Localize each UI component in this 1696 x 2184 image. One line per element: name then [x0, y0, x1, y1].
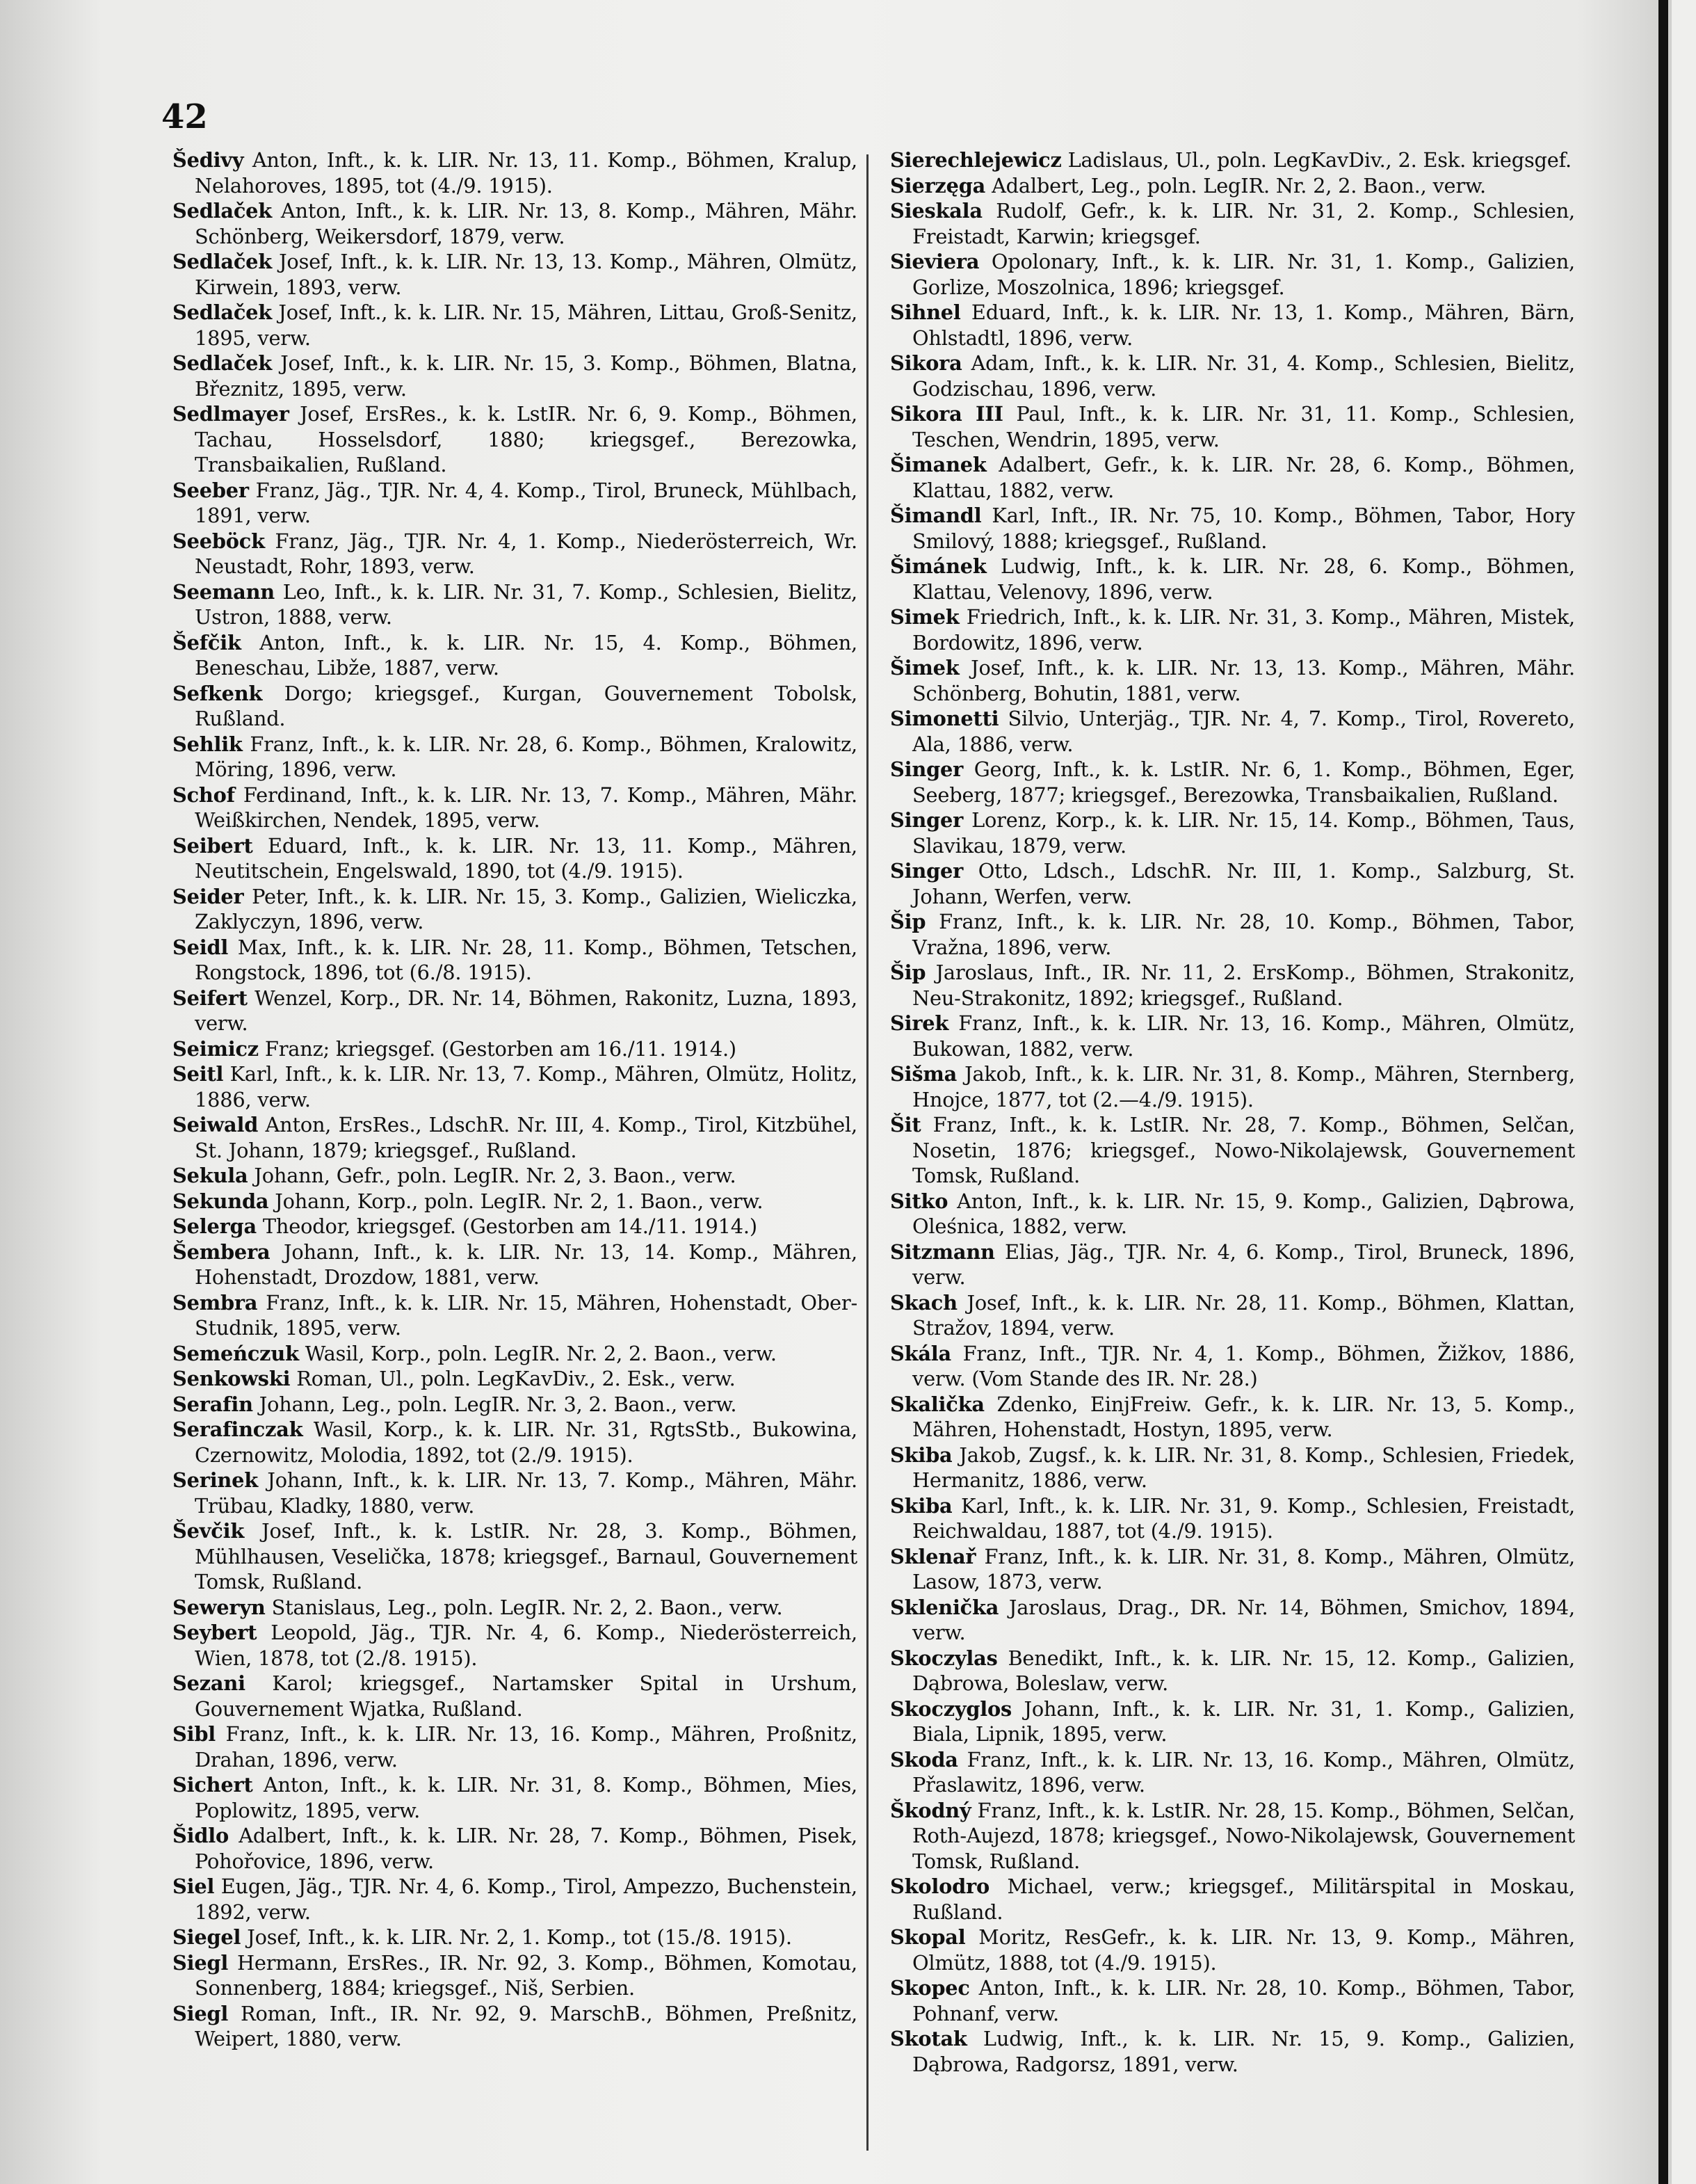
register-entry: [890, 808, 1575, 858]
register-entry: [172, 1468, 857, 1518]
register-entry: [172, 300, 857, 351]
register-entry: [890, 401, 1575, 452]
register-entry: [172, 579, 857, 630]
register-entry: [172, 351, 857, 401]
entry-surname: Seifert: [172, 986, 248, 1010]
register-entry: [890, 1341, 1575, 1392]
register-entry: [172, 1620, 857, 1671]
entry-details: Franz, Jäg., TJR. Nr. 4, 1. Komp., Niederösterreich, Wr. Neustadt, Rohr, 1893, verw.: [195, 529, 857, 578]
entry-details: Johann, Leg., poln. LegIR. Nr. 3, 2. Baon., verw.: [252, 1392, 737, 1416]
entry-details: Rudolf, Gefr., k. k. LIR. Nr. 31, 2. Komp., Schlesien, Freistadt, Karwin; kriegsgef.: [912, 199, 1575, 248]
entry-surname: Sklenička: [890, 1595, 999, 1619]
entry-surname: Sekunda: [172, 1189, 269, 1213]
entry-details: Eduard, Inft., k. k. LIR. Nr. 13, 11. Komp., Mähren, Neutitschein, Engelswald, 1890, tot (4./9. 1915).: [195, 833, 857, 883]
entry-surname: Seidl: [172, 935, 229, 959]
entry-details: Josef, Inft., k. k. LIR. Nr. 2, 1. Komp., tot (15./8. 1915).: [241, 1925, 792, 1949]
register-entry: [172, 732, 857, 782]
entry-details: Stanislaus, Leg., poln. LegIR. Nr. 2, 2. Baon., verw.: [265, 1595, 783, 1619]
entry-details: Wenzel, Korp., DR. Nr. 14, Böhmen, Rakonitz, Luzna, 1893, verw.: [195, 986, 857, 1035]
entry-surname: Šit: [890, 1113, 921, 1137]
entry-surname: Sekula: [172, 1164, 248, 1187]
register-entry: [172, 681, 857, 732]
register-entry: [890, 1696, 1575, 1747]
entry-details: Karl, Inft., k. k. LIR. Nr. 31, 9. Komp., Schlesien, Freistadt, Reichwaldau, 1887, tot (4./9. 1915).: [912, 1493, 1575, 1543]
register-entry: [172, 1239, 857, 1290]
entry-details: Theodor, kriegsgef. (Gestorben am 14./11. 1914.): [256, 1214, 757, 1238]
entry-surname: Šimek: [890, 656, 960, 680]
entry-details: Franz, Inft., k. k. LstIR. Nr. 28, 15. Komp., Böhmen, Selčan, Roth-Aujezd, 1878; kriegsgef., Nowo-Nikolajewsk, Gouvernement Tomsk, Rußland.: [912, 1798, 1575, 1873]
entry-surname: Sierechlejewicz: [890, 148, 1062, 172]
register-entry: [890, 503, 1575, 554]
entry-details: Max, Inft., k. k. LIR. Nr. 28, 11. Komp., Böhmen, Tetschen, Rongstock, 1896, tot (6./8. 1915).: [195, 935, 857, 984]
entry-surname: Senkowski: [172, 1367, 291, 1390]
entry-details: Franz, Jäg., TJR. Nr. 4, 4. Komp., Tirol, Bruneck, Mühlbach, 1891, verw.: [195, 478, 857, 527]
entry-surname: Skoda: [890, 1747, 958, 1772]
page-edge: [1672, 0, 1696, 2184]
entry-details: Jaroslaus, Inft., IR. Nr. 11, 2. ErsKomp., Böhmen, Strakonitz, Neu-Strakonitz, 1892; kriegsgef., Rußland.: [912, 961, 1575, 1010]
entry-surname: Sieviera: [890, 250, 980, 273]
page-number: 42: [161, 97, 208, 136]
entry-details: Franz, Inft., k. k. LIR. Nr. 28, 10. Komp., Böhmen, Tabor, Vražna, 1896, verw.: [912, 910, 1575, 959]
entry-surname: Šip: [890, 910, 926, 933]
register-entry: [172, 1061, 857, 1112]
entry-details: Peter, Inft., k. k. LIR. Nr. 15, 3. Komp., Galizien, Wieliczka, Zaklyczyn, 1896, verw.: [195, 884, 857, 933]
entry-surname: Seider: [172, 884, 244, 908]
entry-details: Adalbert, Gefr., k. k. LIR. Nr. 28, 6. Komp., Böhmen, Klattau, 1882, verw.: [912, 453, 1575, 502]
register-entry: [890, 1290, 1575, 1341]
register-entry: [890, 452, 1575, 503]
entry-surname: Ševčik: [172, 1519, 245, 1543]
entry-surname: Serafin: [172, 1392, 253, 1416]
entry-details: Johann, Korp., poln. LegIR. Nr. 2, 1. Baon., verw.: [268, 1189, 764, 1213]
entry-surname: Šedivy: [172, 148, 244, 172]
entry-details: Dorgo; kriegsgef., Kurgan, Gouvernement Tobolsk, Rußland.: [195, 681, 857, 730]
entry-details: Ladislaus, Ul., poln. LegKavDiv., 2. Esk. kriegsgef.: [1061, 148, 1572, 172]
register-entry: [172, 1721, 857, 1772]
entry-surname: Šimandl: [890, 504, 982, 527]
entry-surname: Skalička: [890, 1392, 985, 1416]
register-entry: [172, 198, 857, 249]
entry-details: Franz; kriegsgef. (Gestorben am 16./11. 1914.): [258, 1036, 736, 1061]
entry-details: Wasil, Korp., k. k. LIR. Nr. 31, RgtsStb., Bukowina, Czernowitz, Molodia, 1892, tot (2./9. 1915).: [195, 1418, 857, 1467]
entry-details: Leo, Inft., k. k. LIR. Nr. 31, 7. Komp., Schlesien, Bielitz, Ustron, 1888, verw.: [195, 579, 857, 629]
entry-details: Friedrich, Inft., k. k. LIR. Nr. 31, 3. Komp., Mähren, Mistek, Bordowitz, 1896, verw.: [912, 605, 1575, 655]
register-entry: [890, 1544, 1575, 1595]
register-entry: [890, 604, 1575, 655]
entry-surname: Seimicz: [172, 1036, 259, 1061]
register-entry: [890, 1874, 1575, 1925]
entry-surname: Sembra: [172, 1290, 258, 1315]
entry-details: Eduard, Inft., k. k. LIR. Nr. 13, 1. Komp., Mähren, Bärn, Ohlstadtl, 1896, verw.: [912, 300, 1575, 350]
register-entry: [172, 147, 857, 198]
register-entry: [890, 655, 1575, 706]
book-spine-shadow: [1658, 0, 1668, 2184]
entry-details: Jakob, Zugsf., k. k. LIR. Nr. 31, 8. Komp., Schlesien, Friedek, Hermanitz, 1886, verw.: [912, 1443, 1575, 1492]
entry-surname: Sihnel: [890, 300, 961, 324]
entry-surname: Skiba: [890, 1493, 953, 1518]
register-entry: [890, 554, 1575, 604]
entry-surname: Šembera: [172, 1239, 270, 1264]
entry-details: Elias, Jäg., TJR. Nr. 4, 6. Komp., Tirol, Bruneck, 1896, verw.: [912, 1239, 1575, 1289]
entry-surname: Selerga: [172, 1214, 257, 1238]
entry-surname: Seitl: [172, 1062, 224, 1086]
entry-details: Otto, Ldsch., LdschR. Nr. III, 1. Komp., Salzburg, St. Johann, Werfen, verw.: [912, 859, 1575, 908]
register-entry: [890, 1595, 1575, 1646]
entry-surname: Sklenař: [890, 1544, 976, 1568]
entry-details: Franz, Inft., k. k. LIR. Nr. 13, 16. Komp., Mähren, Proßnitz, Drahan, 1896, verw.: [195, 1722, 857, 1772]
entry-surname: Semeńczuk: [172, 1341, 299, 1365]
entry-surname: Sišma: [890, 1062, 958, 1086]
entry-details: Johann, Inft., k. k. LIR. Nr. 31, 1. Komp., Galizien, Biala, Lipnik, 1895, verw.: [912, 1696, 1575, 1746]
register-entry: [890, 1061, 1575, 1112]
entry-surname: Sibl: [172, 1722, 216, 1746]
entry-surname: Siel: [172, 1874, 215, 1898]
entry-details: Moritz, ResGefr., k. k. LIR. Nr. 13, 9. Komp., Mähren, Olmütz, 1888, tot (4./9. 1915).: [912, 1925, 1575, 1975]
entry-details: Anton, Inft., k. k. LIR. Nr. 15, 4. Komp., Böhmen, Beneschau, Libže, 1887, verw.: [195, 630, 857, 680]
register-entry: [172, 884, 857, 935]
entry-details: Anton, Inft., k. k. LIR. Nr. 15, 9. Komp., Galizien, Dąbrowa, Oleśnica, 1882, verw.: [912, 1189, 1575, 1238]
entry-details: Roman, Inft., IR. Nr. 92, 9. MarschB., Böhmen, Preßnitz, Weipert, 1880, verw.: [195, 2001, 857, 2050]
entry-details: Karol; kriegsgef., Nartamsker Spital in Urshum, Gouvernement Wjatka, Rußland.: [195, 1671, 857, 1721]
register-entry: [890, 1443, 1575, 1493]
entry-surname: Sitko: [890, 1189, 948, 1213]
entry-surname: Sedlmayer: [172, 402, 289, 426]
entry-surname: Sedlaček: [172, 351, 273, 375]
entry-details: Josef, Inft., k. k. LIR. Nr. 28, 11. Komp., Böhmen, Klattan, Stražov, 1894, verw.: [912, 1290, 1575, 1340]
entry-details: Wasil, Korp., poln. LegIR. Nr. 2, 2. Baon., verw.: [298, 1341, 777, 1365]
register-entry: [172, 1874, 857, 1925]
entry-details: Anton, Inft., k. k. LIR. Nr. 31, 8. Komp., Böhmen, Mies, Poplowitz, 1895, verw.: [195, 1773, 857, 1822]
register-entry: [890, 1798, 1575, 1874]
entry-details: Lorenz, Korp., k. k. LIR. Nr. 15, 14. Komp., Böhmen, Taus, Slavikau, 1879, verw.: [912, 808, 1575, 858]
entry-details: Ferdinand, Inft., k. k. LIR. Nr. 13, 7. Komp., Mähren, Mähr. Weißkirchen, Nendek, 1895, verw.: [195, 782, 857, 832]
entry-surname: Siegl: [172, 2001, 229, 2025]
register-entry: [890, 960, 1575, 1011]
entry-surname: Šefčik: [172, 630, 241, 655]
entry-surname: Sitzmann: [890, 1239, 995, 1264]
entry-details: Silvio, Unterjäg., TJR. Nr. 4, 7. Komp., Tirol, Rovereto, Ala, 1886, verw.: [912, 707, 1575, 756]
entry-surname: Seeböck: [172, 529, 265, 553]
entry-details: Roman, Ul., poln. LegKavDiv., 2. Esk., verw.: [290, 1367, 736, 1390]
entry-surname: Siegl: [172, 1950, 229, 1975]
entry-details: Josef, ErsRes., k. k. LstIR. Nr. 6, 9. Komp., Böhmen, Tachau, Hosselsdorf, 1880; kriegsgef., Berezowka, Transbaikalien, Rußland.: [195, 402, 857, 476]
register-entry: [172, 1189, 857, 1214]
register-entry: [172, 1823, 857, 1874]
register-entry: [890, 1975, 1575, 2026]
entry-surname: Sefkenk: [172, 681, 263, 705]
entry-details: Anton, Inft., k. k. LIR. Nr. 13, 11. Komp., Böhmen, Kralup, Nelahoroves, 1895, tot (4./9. 1915).: [195, 148, 857, 198]
register-entry: [890, 1493, 1575, 1544]
entry-surname: Seweryn: [172, 1595, 266, 1619]
entry-surname: Sikora III: [890, 402, 1003, 426]
register-entry: [890, 351, 1575, 401]
register-entry: [172, 529, 857, 579]
register-entry: [172, 935, 857, 986]
register-entry: [890, 909, 1575, 960]
register-entry: [172, 1290, 857, 1341]
register-entry: [890, 198, 1575, 249]
register-entry: [890, 1392, 1575, 1443]
entry-details: Eugen, Jäg., TJR. Nr. 4, 6. Komp., Tirol, Ampezzo, Buchenstein, 1892, verw.: [195, 1874, 857, 1924]
entry-details: Franz, Inft., TJR. Nr. 4, 1. Komp., Böhmen, Žižkov, 1886, verw. (Vom Stande des IR. Nr. 28.): [912, 1341, 1575, 1390]
entry-surname: Sehlik: [172, 732, 243, 756]
entry-surname: Šimanek: [890, 453, 987, 476]
entry-surname: Serafinczak: [172, 1418, 303, 1441]
entry-details: Franz, Inft., k. k. LIR. Nr. 28, 6. Komp., Böhmen, Kralowitz, Möring, 1896, verw.: [195, 732, 857, 781]
entry-details: Hermann, ErsRes., IR. Nr. 92, 3. Komp., Böhmen, Komotau, Sonnenberg, 1884; kriegsgef., Niš, Serbien.: [195, 1950, 857, 2000]
entry-surname: Skoczyglos: [890, 1696, 1012, 1721]
entry-surname: Šidlo: [172, 1824, 229, 1847]
entry-details: Karl, Inft., k. k. LIR. Nr. 13, 7. Komp., Mähren, Olmütz, Holitz, 1886, verw.: [195, 1062, 857, 1111]
entry-details: Josef, Inft., k. k. LIR. Nr. 15, 3. Komp., Böhmen, Blatna, Březnitz, 1895, verw.: [195, 351, 857, 401]
register-entry: [172, 1518, 857, 1595]
entry-surname: Skála: [890, 1341, 952, 1365]
entry-surname: Skotak: [890, 2027, 967, 2050]
entry-surname: Sedlaček: [172, 199, 273, 223]
entry-details: Adam, Inft., k. k. LIR. Nr. 31, 4. Komp., Schlesien, Bielitz, Godzischau, 1896, verw.: [912, 351, 1575, 401]
register-entry: [172, 782, 857, 833]
entry-details: Leopold, Jäg., TJR. Nr. 4, 6. Komp., Niederösterreich, Wien, 1878, tot (2./8. 1915).: [195, 1621, 857, 1670]
entry-surname: Sierzęga: [890, 173, 986, 198]
entry-details: Karl, Inft., IR. Nr. 75, 10. Komp., Böhmen, Tabor, Hory Smilový, 1888; kriegsgef., Rußland.: [912, 504, 1575, 553]
entry-details: Ludwig, Inft., k. k. LIR. Nr. 28, 6. Komp., Böhmen, Klattau, Velenovy, 1896, verw.: [912, 554, 1575, 604]
entry-details: Johann, Inft., k. k. LIR. Nr. 13, 7. Komp., Mähren, Mähr. Trübau, Kladky, 1880, verw.: [195, 1468, 857, 1518]
entry-surname: Seibert: [172, 833, 253, 858]
register-entry: [172, 1950, 857, 2001]
entry-details: Adalbert, Leg., poln. LegIR. Nr. 2, 2. Baon., verw.: [985, 173, 1486, 198]
entry-details: Josef, Inft., k. k. LstIR. Nr. 28, 3. Komp., Böhmen, Mühlhausen, Veselička, 1878; kriegsgef., Barnaul, Gouvernement Tomsk, Rußland.: [195, 1519, 857, 1593]
entry-surname: Sikora: [890, 351, 962, 375]
register-entry: [890, 706, 1575, 757]
entry-surname: Skoczylas: [890, 1646, 998, 1670]
register-entry: [172, 249, 857, 300]
entry-surname: Siegel: [172, 1925, 241, 1949]
entry-details: Josef, Inft., k. k. LIR. Nr. 13, 13. Komp., Mähren, Mähr. Schönberg, Bohutin, 1881, verw.: [912, 656, 1575, 705]
register-entry: [890, 1747, 1575, 1798]
entry-details: Franz, Inft., k. k. LIR. Nr. 31, 8. Komp., Mähren, Olmütz, Lasow, 1873, verw.: [912, 1544, 1575, 1593]
register-entry: [172, 1417, 857, 1468]
entry-details: Anton, ErsRes., LdschR. Nr. III, 4. Komp., Tirol, Kitzbühel, St. Johann, 1879; kriegsgef., Rußland.: [195, 1113, 857, 1162]
register-entry: [890, 1925, 1575, 1975]
register-entry: [890, 300, 1575, 351]
entry-surname: Sieskala: [890, 199, 983, 223]
entry-details: Zdenko, EinjFreiw. Gefr., k. k. LIR. Nr. 13, 5. Komp., Mähren, Hohenstadt, Hostyn, 1895, verw.: [912, 1392, 1575, 1441]
register-entry: [172, 630, 857, 681]
register-entry: [890, 173, 1575, 199]
entry-surname: Sezani: [172, 1671, 245, 1695]
entry-surname: Seeber: [172, 478, 249, 502]
entry-surname: Sichert: [172, 1773, 253, 1797]
register-entry: [890, 1646, 1575, 1696]
register-entry: [172, 401, 857, 478]
entry-surname: Škodný: [890, 1798, 971, 1822]
entry-surname: Schof: [172, 782, 235, 807]
register-entry: [890, 2026, 1575, 2077]
register-entry: [172, 1366, 857, 1392]
entry-details: Benedikt, Inft., k. k. LIR. Nr. 15, 12. Komp., Galizien, Dąbrowa, Boleslaw, verw.: [912, 1646, 1575, 1695]
entry-details: Jaroslaus, Drag., DR. Nr. 14, Böhmen, Smichov, 1894, verw.: [912, 1595, 1575, 1644]
entry-details: Franz, Inft., k. k. LIR. Nr. 13, 16. Komp., Mähren, Olmütz, Bukowan, 1882, verw.: [912, 1011, 1575, 1061]
entry-surname: Seiwald: [172, 1113, 259, 1137]
entry-details: Paul, Inft., k. k. LIR. Nr. 31, 11. Komp., Schlesien, Teschen, Wendrin, 1895, verw.: [912, 402, 1575, 451]
entry-details: Franz, Inft., k. k. LIR. Nr. 15, Mähren, Hohenstadt, Ober-Studnik, 1895, verw.: [195, 1290, 857, 1340]
register-entry: [172, 1671, 857, 1721]
entry-surname: Singer: [890, 859, 964, 883]
right-column: [890, 147, 1575, 2077]
register-entry: [172, 1772, 857, 1823]
entry-details: Anton, Inft., k. k. LIR. Nr. 13, 8. Komp., Mähren, Mähr. Schönberg, Weikersdorf, 1879, verw.: [195, 199, 857, 248]
register-entry: [172, 1214, 857, 1239]
entry-surname: Serinek: [172, 1468, 259, 1492]
entry-surname: Skiba: [890, 1443, 953, 1467]
entry-surname: Simek: [890, 605, 960, 629]
entry-details: Ludwig, Inft., k. k. LIR. Nr. 15, 9. Komp., Galizien, Dąbrowa, Radgorsz, 1891, verw.: [912, 2027, 1575, 2076]
register-entry: [172, 986, 857, 1036]
register-entry: [890, 1189, 1575, 1239]
entry-details: Adalbert, Inft., k. k. LIR. Nr. 28, 7. Komp., Böhmen, Pisek, Pohořovice, 1896, verw.: [195, 1824, 857, 1873]
entry-surname: Šimánek: [890, 554, 987, 578]
entry-surname: Skopal: [890, 1925, 966, 1949]
entry-surname: Sedlaček: [172, 300, 273, 324]
entry-details: Georg, Inft., k. k. LstIR. Nr. 6, 1. Komp., Böhmen, Eger, Seeberg, 1877; kriegsgef., Berezowka, Transbaikalien, Rußland.: [912, 757, 1575, 807]
register-entry: [172, 1341, 857, 1367]
entry-surname: Singer: [890, 808, 964, 832]
entry-details: Opolonary, Inft., k. k. LIR. Nr. 31, 1. Komp., Galizien, Gorlize, Moszolnica, 1896; kriegsgef.: [912, 250, 1575, 299]
entry-surname: Skopec: [890, 1976, 970, 2000]
entry-surname: Singer: [890, 757, 964, 781]
register-entry: [890, 147, 1575, 173]
register-entry: [172, 2001, 857, 2052]
entry-details: Franz, Inft., k. k. LstIR. Nr. 28, 7. Komp., Böhmen, Selčan, Nosetin, 1876; kriegsgef., Nowo-Nikolajewsk, Gouvernement Tomsk, Rußland.: [912, 1113, 1575, 1187]
register-entry: [172, 1925, 857, 1950]
entry-surname: Sirek: [890, 1011, 949, 1035]
register-entry: [890, 757, 1575, 808]
entry-details: Jakob, Inft., k. k. LIR. Nr. 31, 8. Komp., Mähren, Sternberg, Hnojce, 1877, tot (2.—4./9. 1915).: [912, 1062, 1575, 1111]
entry-surname: Seemann: [172, 579, 275, 604]
entry-surname: Skach: [890, 1290, 958, 1315]
register-entry: [172, 1392, 857, 1418]
entry-details: Michael, verw.; kriegsgef., Militärspital in Moskau, Rußland.: [912, 1874, 1575, 1924]
left-column: [172, 147, 857, 2052]
entry-details: Josef, Inft., k. k. LIR. Nr. 15, Mähren, Littau, Groß-Senitz, 1895, verw.: [195, 300, 857, 350]
entry-surname: Šip: [890, 961, 926, 984]
register-entry: [172, 1112, 857, 1163]
entry-details: Anton, Inft., k. k. LIR. Nr. 28, 10. Komp., Böhmen, Tabor, Pohnanf, verw.: [912, 1976, 1575, 2025]
register-entry: [890, 1011, 1575, 1061]
register-entry: [890, 858, 1575, 909]
register-entry: [172, 1036, 857, 1062]
entry-surname: Simonetti: [890, 707, 999, 730]
register-entry: [890, 249, 1575, 300]
register-entry: [890, 1239, 1575, 1290]
register-entry: [890, 1112, 1575, 1189]
register-entry: [172, 1595, 857, 1621]
entry-surname: Seybert: [172, 1621, 257, 1644]
entry-surname: Skolodro: [890, 1874, 990, 1898]
entry-details: Josef, Inft., k. k. LIR. Nr. 13, 13. Komp., Mähren, Olmütz, Kirwein, 1893, verw.: [195, 250, 857, 299]
register-entry: [172, 833, 857, 884]
column-divider: [866, 154, 869, 2151]
entry-surname: Sedlaček: [172, 250, 273, 273]
entry-details: Johann, Inft., k. k. LIR. Nr. 13, 14. Komp., Mähren, Hohenstadt, Drozdow, 1881, verw.: [195, 1239, 857, 1289]
register-entry: [172, 478, 857, 529]
register-entry: [172, 1163, 857, 1189]
entry-details: Johann, Gefr., poln. LegIR. Nr. 2, 3. Baon., verw.: [248, 1164, 736, 1187]
entry-details: Franz, Inft., k. k. LIR. Nr. 13, 16. Komp., Mähren, Olmütz, Přaslawitz, 1896, verw.: [912, 1747, 1575, 1797]
